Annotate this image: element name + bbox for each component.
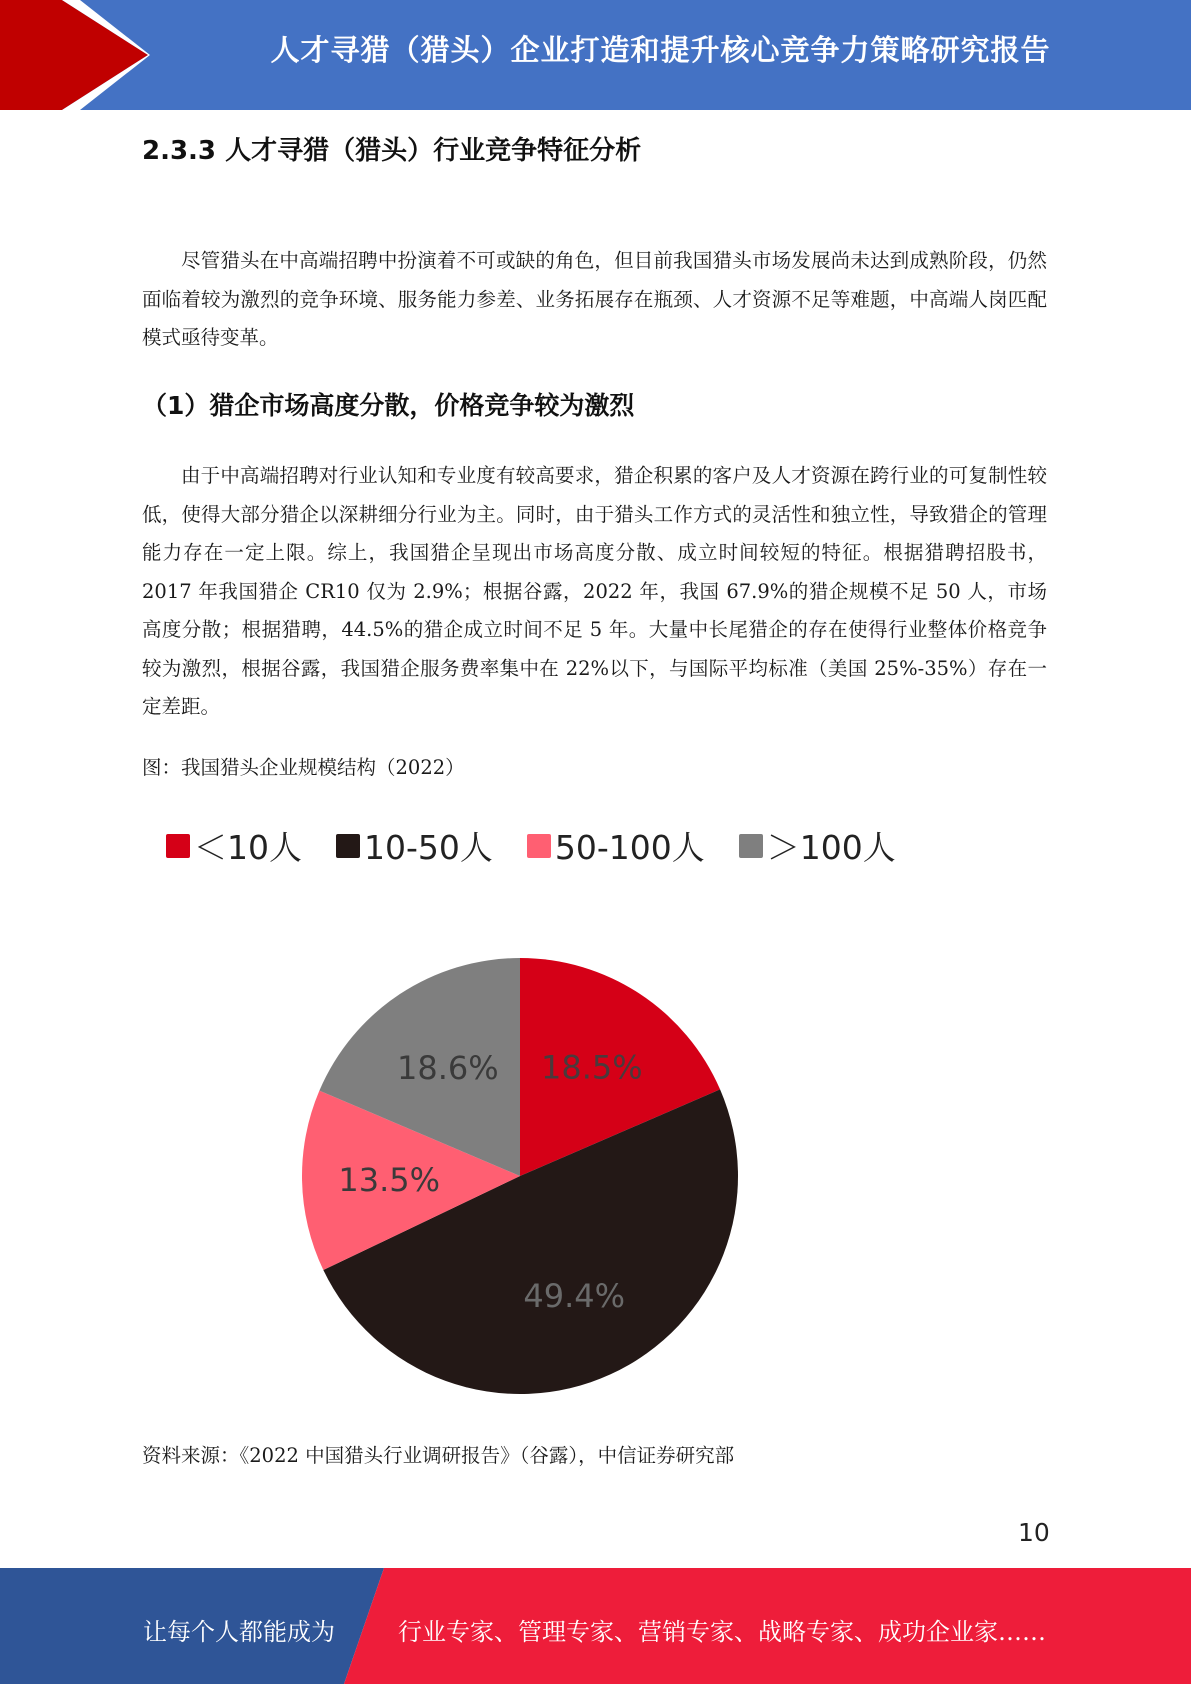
legend-label: 50-100人	[554, 828, 705, 867]
footer-roles: 行业专家、管理专家、营销专家、战略专家、成功企业家……	[398, 1618, 1046, 1646]
figure-caption: 图：我国猎头企业规模结构（2022）	[142, 756, 465, 779]
legend-item	[166, 822, 302, 869]
pie-data-label: 49.4%	[523, 1277, 626, 1316]
legend-swatch	[527, 834, 551, 858]
legend-item	[336, 822, 493, 869]
source-note: 资料来源：《2022 中国猎头行业调研报告》（谷露），中信证券研究部	[142, 1444, 735, 1467]
header-title: 人才寻猎（猎头）企业打造和提升核心竞争力策略研究报告	[270, 33, 1051, 67]
pie-data-label: 13.5%	[338, 1160, 441, 1199]
pie-data-label: 18.6%	[397, 1048, 499, 1087]
header-red-arrow	[0, 0, 148, 110]
legend-label: ＞100人	[766, 828, 896, 867]
chart-legend	[166, 822, 930, 869]
legend-swatch	[739, 834, 763, 858]
legend-swatch	[166, 834, 190, 858]
legend-item	[739, 822, 896, 869]
subsection-title: （1）猎企市场高度分散，价格竞争较为激烈	[142, 391, 635, 420]
page-footer	[0, 1568, 1191, 1684]
page-header	[0, 0, 1191, 110]
legend-swatch	[336, 834, 360, 858]
footer-slogan: 让每个人都能成为	[143, 1618, 335, 1646]
legend-item	[527, 822, 705, 869]
section-title: 2.3.3 人才寻猎（猎头）行业竞争特征分析	[142, 136, 642, 166]
pie-data-label: 18.5%	[540, 1048, 643, 1087]
legend-label: 10-50人	[364, 828, 493, 867]
page-number: 10	[1018, 1518, 1050, 1547]
paragraph-intro: 尽管猎头在中高端招聘中扮演着不可或缺的角色，但目前我国猎头市场发展尚未达到成熟阶段，仍然面临着较为激烈的竞争环境、服务能力参差、业务拓展存在瓶颈、人才资源不足等难题，中高端人岗匹配模式亟待变革。	[142, 249, 1047, 349]
paragraph-analysis: 由于中高端招聘对行业认知和专业度有较高要求，猎企积累的客户及人才资源在跨行业的可复制性较低，使得大部分猎企以深耕细分行业为主。同时，由于猎头工作方式的灵活性和独立性，导致猎企的管理能力存在一定上限。综上，我国猎企呈现出市场高度分散、成立时间较短的特征。根据猎聘招股书，2017 年我国猎企 CR10 仅为 2.9%；根据谷露，2022 年，我国 67.9%的猎企规模不足 50 人，市场高度分散；根据猎聘，44.5%的猎企成立时间不足 5 年。大量中长尾猎企的存在使得行业整体价格竞争较为激烈，根据谷露，我国猎企服务费率集中在 22%以下，与国际平均标准（美国 25%-35%）存在一定差距。	[142, 464, 1047, 718]
pie-chart	[290, 940, 750, 1400]
legend-label: ＜10人	[194, 828, 302, 867]
